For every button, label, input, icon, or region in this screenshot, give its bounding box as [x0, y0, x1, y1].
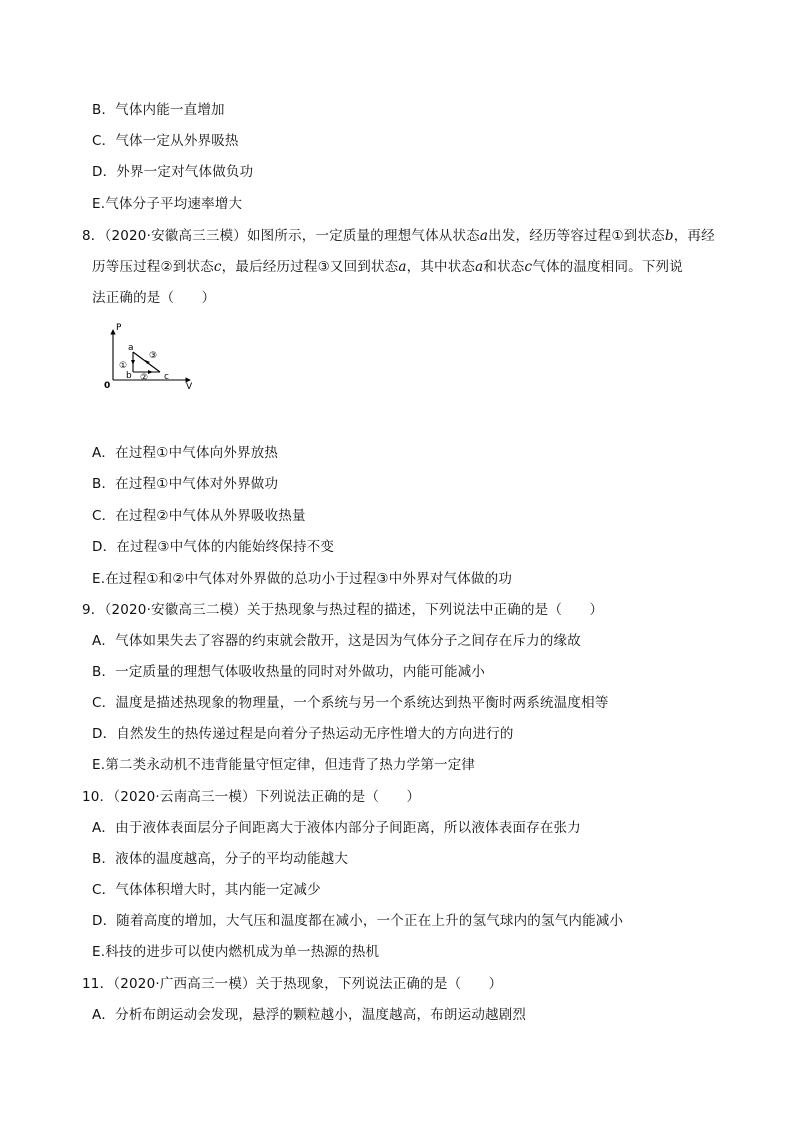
q9-option-d: D．自然发生的热传递过程是向着分子热运动无序性增大的方向进行的	[92, 726, 514, 742]
q8-var-a: a	[398, 259, 407, 275]
q8-var-a: a	[475, 259, 484, 275]
q8-option-d: D．在过程③中气体的内能始终保持不变	[92, 539, 335, 555]
q8-text: ，其中状态	[406, 259, 476, 275]
q8-option-c: C．在过程②中气体从外界吸收热量	[92, 508, 306, 524]
q10-option-d: D．随着高度的增加，大气压和温度都在减小，一个正在上升的氢气球内的氢气内能减小	[92, 913, 624, 929]
q9-option-e: E.第二类永动机不违背能量守恒定律，但违背了热力学第一定律	[92, 757, 476, 773]
process-2-label: ②	[140, 373, 149, 383]
q11-option-a: A．分析布朗运动会发现，悬浮的颗粒越小，温度越高，布朗运动越剧烈	[92, 1007, 527, 1023]
q10-option-c: C．气体体积增大时，其内能一定减少	[92, 882, 321, 898]
pv-diagram-drawing	[98, 318, 202, 420]
q8-text: 历等压过程②到状态	[92, 259, 214, 275]
q8-var-c: c	[524, 259, 533, 275]
state-b-label: b	[126, 371, 132, 381]
q10-option-e: E.科技的进步可以使内燃机成为单一热源的热机	[92, 944, 380, 960]
v-axis-label: V	[186, 382, 193, 392]
q9-option-c: C．温度是描述热现象的物理量，一个系统与另一个系统达到热平衡时两系统温度相等	[92, 695, 609, 711]
q8-stem-line1	[82, 226, 715, 246]
q8-var-a: a	[479, 228, 489, 244]
q8-var-b: b	[664, 228, 674, 244]
q11-stem: 11．（2020·广西高三一模）关于热现象，下列说法正确的是（ ）	[82, 976, 503, 992]
state-c-label: c	[164, 372, 169, 382]
process-1-label: ①	[119, 361, 128, 371]
q8-option-b: B．在过程①中气体对外界做功	[92, 476, 279, 492]
q10-option-b: B．液体的温度越高，分子的平均动能越大	[92, 851, 349, 867]
origin-label: 0	[104, 381, 111, 391]
q8-option-a: A．在过程①中气体向外界放热	[92, 445, 279, 461]
q7-option-b: B．气体内能一直增加	[92, 102, 225, 118]
q9-stem: 9．（2020·安徽高三二模）关于热现象与热过程的描述，下列说法中正确的是（ ）	[82, 602, 604, 618]
q8-option-e: E.在过程①和②中气体对外界做的总功小于过程③中外界对气体做的功	[92, 571, 513, 587]
q8-text: 8．（2020·安徽高三三模）如图所示，一定质量的理想气体从状态	[82, 228, 480, 244]
q10-option-a: A．由于液体表面层分子间距离大于液体内部分子间距离，所以液体表面存在张力	[92, 820, 581, 836]
q7-option-e: E.气体分子平均速率增大	[92, 196, 243, 212]
q8-stem-line2	[92, 257, 683, 277]
state-a-label: a	[128, 343, 134, 353]
p-axis-label: P	[116, 323, 122, 333]
q8-text: ，再经	[673, 228, 715, 244]
q7-option-d: D．外界一定对气体做负功	[92, 164, 254, 180]
q7-option-c: C．气体一定从外界吸热	[92, 133, 239, 149]
q8-text: ，最后经历过程③又回到状态	[221, 259, 399, 275]
q10-stem: 10．（2020·云南高三一模）下列说法正确的是（ ）	[82, 789, 421, 805]
q8-text: 出发，经历等容过程①到状态	[488, 228, 665, 244]
q8-text: 和状态	[483, 259, 525, 275]
q8-text: 气体的温度相同。下列说	[532, 259, 683, 275]
process-1-arrow	[131, 360, 135, 365]
q9-option-b: B．一定质量的理想气体吸收热量的同时对外做功，内能可能减小	[92, 664, 486, 680]
q9-option-a: A．气体如果失去了容器的约束就会散开，这是因为气体分子之间存在斥力的缘故	[92, 633, 581, 649]
process-3-label: ③	[149, 351, 158, 361]
q8-stem-line3: 法正确的是（ ）	[92, 290, 216, 306]
q8-var-c: c	[213, 259, 222, 275]
process-2-arrow	[148, 370, 153, 374]
